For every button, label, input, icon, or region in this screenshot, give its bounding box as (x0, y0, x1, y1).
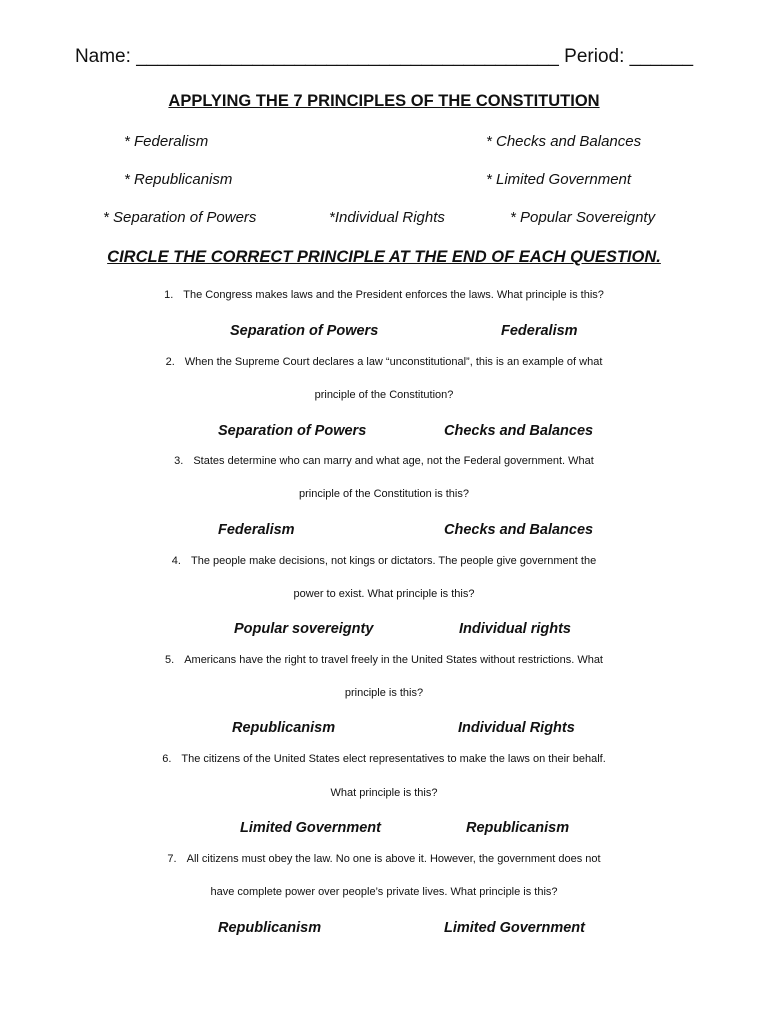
question-3-choice-b[interactable]: Checks and Balances (444, 522, 594, 538)
question-6-choice-b[interactable]: Republicanism (466, 820, 570, 836)
question-5-choice-a[interactable]: Republicanism (232, 720, 336, 736)
principle-federalism: * Federalism (124, 133, 209, 150)
question-4-continued: power to exist. What principle is this? (293, 588, 475, 600)
name-blank[interactable]: ________________________________________ (136, 46, 559, 67)
question-text: Americans have the right to travel freely in the United States without restrictions. What (184, 654, 603, 666)
principle-limited-government: * Limited Government (486, 171, 632, 188)
period-label: Period: (564, 46, 625, 67)
name-period-line (0, 46, 768, 68)
question-1-choice-b[interactable]: Federalism (501, 323, 578, 339)
question-7-continued: have complete power over people’s private lives. What principle is this? (210, 886, 558, 898)
question-4 (0, 555, 768, 567)
question-4-choice-a[interactable]: Popular sovereignty (234, 621, 374, 637)
question-text: The Congress makes laws and the President enforces the laws. What principle is this? (183, 289, 604, 301)
question-number: 7. (167, 853, 177, 865)
question-3-choice-a[interactable]: Federalism (218, 522, 295, 538)
question-number: 2. (165, 356, 175, 368)
question-2-choice-b[interactable]: Checks and Balances (444, 423, 594, 439)
question-5-choice-b[interactable]: Individual Rights (458, 720, 575, 736)
question-5 (0, 654, 768, 666)
question-6-choice-a[interactable]: Limited Government (240, 820, 381, 836)
worksheet-title: APPLYING THE 7 PRINCIPLES OF THE CONSTITUTION (168, 92, 600, 110)
question-6 (0, 753, 768, 765)
name-label: Name: (74, 46, 131, 67)
question-7 (0, 853, 768, 865)
question-1 (0, 289, 768, 301)
principle-republicanism: * Republicanism (124, 171, 233, 188)
question-7-choice-a[interactable]: Republicanism (218, 920, 322, 936)
question-2-choice-a[interactable]: Separation of Powers (218, 423, 367, 439)
question-text: All citizens must obey the law. No one is above it. However, the government does not (186, 853, 601, 865)
question-1-choice-a[interactable]: Separation of Powers (230, 323, 379, 339)
instruction-heading: CIRCLE THE CORRECT PRINCIPLE AT THE END OF EACH QUESTION. (107, 248, 661, 266)
question-text: When the Supreme Court declares a law “unconstitutional”, this is an example of what (184, 356, 603, 368)
question-text: States determine who can marry and what age, not the Federal government. What (193, 455, 594, 467)
question-number: 3. (174, 455, 184, 467)
question-6-continued: What principle is this? (330, 787, 438, 799)
question-text: The citizens of the United States elect representatives to make the laws on their behalf. (181, 753, 606, 765)
principle-individual-rights: *Individual Rights (329, 209, 445, 226)
question-number: 5. (165, 654, 175, 666)
principle-checks-and-balances: * Checks and Balances (486, 133, 642, 150)
question-2-continued: principle of the Constitution? (314, 389, 454, 401)
question-4-choice-b[interactable]: Individual rights (459, 621, 571, 637)
question-text: The people make decisions, not kings or dictators. The people give government the (190, 555, 597, 567)
question-3 (0, 455, 768, 467)
question-2 (0, 356, 768, 368)
question-number: 4. (171, 555, 181, 567)
principle-popular-sovereignty: * Popular Sovereignty (510, 209, 656, 226)
principle-separation-of-powers: * Separation of Powers (103, 209, 257, 226)
question-3-continued: principle of the Constitution is this? (299, 488, 469, 500)
question-5-continued: principle is this? (344, 687, 424, 699)
question-7-choice-b[interactable]: Limited Government (444, 920, 585, 936)
question-number: 6. (162, 753, 172, 765)
period-blank[interactable]: ______ (629, 46, 694, 67)
question-number: 1. (164, 289, 174, 301)
